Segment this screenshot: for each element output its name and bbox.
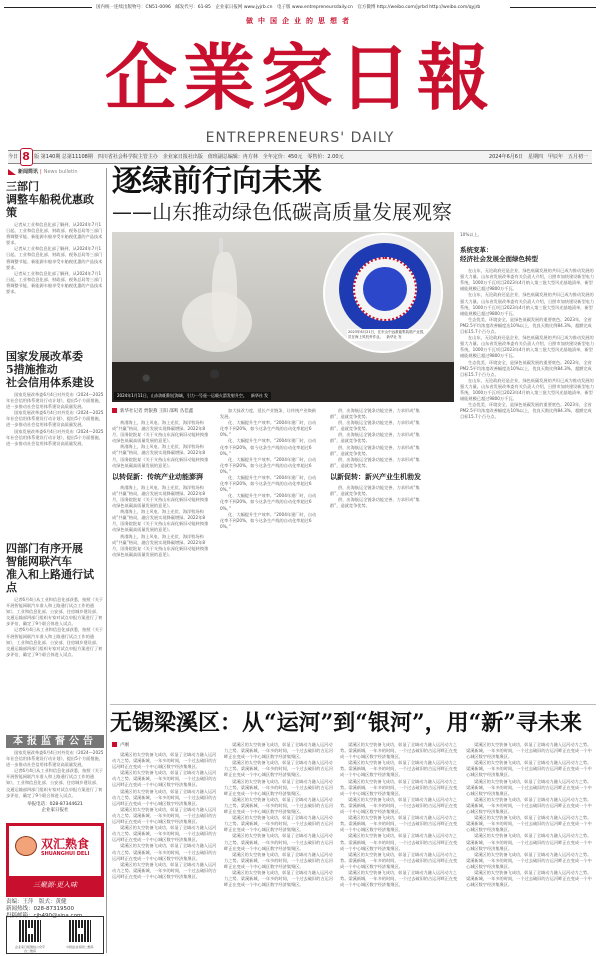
turbine-hub — [363, 267, 407, 311]
column-text: 梁溪区的太空装备飞成功，彰显了全域动力融入运河动力之势。梁溪新城，一年多的时间，一个过去破旧的古运河畔正在变成一个中心城区数字经济集聚区。 — [224, 742, 333, 760]
second-column-3 — [340, 742, 460, 952]
pig-mascot-icon — [15, 836, 37, 856]
column-text: 梁溪区的太空装备飞成功，彰显了全域动力融入运河动力之势。梁溪新城，一年多的时间，一个过去破旧的古运河畔正在变成一个中心城区数字经济集聚区。 — [466, 851, 592, 869]
right-body: 在山东，无论政府还是企业，绿色低碳发展的共识已成为推动发展的强大力量。山东省发展改革委有关负责人介绍，日照市加快建设新型电力系统，1000万千瓦项目2023年4月纳入第三批大型风光基地清单，新型储能规模已超过9800万千瓦。 — [460, 268, 594, 292]
section-heading-1: 以转促新：传统产业动能澎湃 — [112, 472, 203, 481]
qr-code-icon[interactable] — [69, 920, 91, 942]
article-title[interactable]: 国家发展改革委 5措施推动 社会信用体系建设 — [6, 350, 94, 389]
column-text: 梁溪区的太空装备飞成功，彰显了全域动力融入运河动力之势。梁溪新城，一年多的时间，一个过去破旧的古运河畔正在变成一个中心城区数字经济集聚区。 — [112, 825, 217, 843]
news-hotline: 新闻热线：028-87319500 — [6, 906, 74, 912]
article-column-3 — [330, 408, 430, 700]
second-column-1 — [112, 752, 218, 952]
column-text: 化、大幅提升生产效率。“2004年建厂时，自动化率不到20%，如今这条生产线的自动化率超过60%。” — [220, 475, 317, 493]
section-tag-cn: 新闻简讯 — [18, 169, 39, 175]
smoke-trail — [212, 252, 237, 342]
article-body: 记者从工业和信息化部了解到，从2024年7月1日起，工业和信息化部、财政部、税务总局等三部门将调整节能、新能源车船享受车船税优惠的产品技术要求。 — [6, 222, 103, 246]
section-tag-en: News bulletin — [43, 168, 78, 175]
red-square-icon — [112, 742, 117, 747]
column-text: 梁溪区的太空装备飞成功，彰显了全域动力融入运河动力之势。梁溪新城，一年多的时间，一个过去破旧的古运河畔正在变成一个中心城区数字经济集聚区。 — [340, 833, 458, 851]
right-lead: 10%以上。 — [460, 232, 482, 237]
right-body: 在山东，无论政府还是企业，绿色低碳发展的共识已成为推动发展的强大力量。山东省发展改革委有关负责人介绍，日照市加快建设新型电力系统，1000万千瓦项目2023年4月纳入第三批大型风光基地清单，新型储能规模已超过9800万千瓦。 — [460, 377, 594, 402]
rule-left — [4, 7, 92, 8]
bulletin-article — [6, 538, 104, 724]
column-text: 梁溪区的太空装备飞成功，彰显了全域动力融入运河动力之势。梁溪新城，一年多的时间，一个过去破旧的古运河畔正在变成一个中心城区数字经济集聚区。 — [340, 869, 458, 888]
wind-turbine-inset-photo — [323, 233, 443, 353]
column-text: 梁溪区的太空装备飞成功，彰显了全域动力融入运河动力之势。梁溪新城，一年多的时间，一个过去破旧的古运河畔正在变成一个中心城区数字经济集聚区。 — [340, 815, 458, 833]
second-headline[interactable]: 无锡梁溪区：从“运河”到“银河”，用“新”寻未来 — [110, 710, 582, 736]
column-text: 梁溪区的太空装备飞成功，彰显了全域动力融入运河动力之势。梁溪新城，一年多的时间，一个过去破旧的古运河畔正在变成一个中心城区数字经济集聚区。 — [224, 833, 333, 851]
bulletin-article — [6, 346, 104, 538]
editor-credit: 责编：王萍 版式：黄健 — [6, 899, 67, 905]
column-text: 梁溪区的太空装备飞成功，彰显了全域动力融入运河动力之势。梁溪新城，一年多的时间，一个过去破旧的古运河畔正在变成一个中心城区数字经济集聚区。 — [224, 869, 333, 888]
article-body-filler: 国家发展改革委6月4日对外发布《2024—2025年社会信用体系建设行动计划》，提出5个方面措施，进一步推动社会信用体系建设高质量发展。 — [6, 428, 104, 446]
issue-info-bar — [8, 150, 592, 164]
article-body: 国家发展改革委6月4日对外发布《2024—2025年社会信用体系建设行动计划》，提出5个方面措施，进一步推动社会信用体系建设高质量发展。 — [6, 392, 104, 410]
byline-text: 卢刚 — [120, 743, 129, 748]
column-text: 黄渤海上，海上风电、海上光伏、海洋牧场构成“共赢”格局，融合发展实现降碳增绿。2022年8月，国务院批复《关于支持山东深化新旧动能转换推动绿色低碳高质量发展的意见》。 — [112, 533, 209, 557]
masthead-logo: 企業家日報 — [104, 35, 495, 120]
column-text: 梁溪区的太空装备飞成功，彰显了全域动力融入运河动力之势。梁溪新城，一年多的时间，一个过去破旧的古运河畔正在变成一个中心城区数字经济集聚区。 — [340, 851, 458, 869]
right-body: 生态优美、环境安全，是绿色低碳发展的重要底色。2023年，全省PM2.5平均浓度改善幅度达10%以上，优良天数比例84.3%，超额完成目标15.7个百分点。 — [460, 316, 592, 335]
column-text: 化、大幅提升生产效率。“2004年建厂时，自动化率不到20%，如今这条生产线的自动化率超过60%。” — [220, 493, 317, 511]
section-heading-2: 以新促转：新兴产业生机勃发 — [330, 472, 421, 481]
column-text: 梁溪区的太空装备飞成功，彰显了全域动力融入运河动力之势。梁溪新城，一年多的时间，一个过去破旧的古运河畔正在变成一个中心城区数字经济集聚区。 — [340, 796, 458, 815]
column-text: 梁溪区的太空装备飞成功，彰显了全域动力融入运河动力之势。梁溪新城，一年多的时间，一个过去破旧的古运河畔正在变成一个中心城区数字经济集聚区。 — [466, 833, 592, 851]
column-text: 黄渤海上，海上风电、海上光伏、海洋牧场构成“共赢”格局，融合发展实现降碳增绿。2022年8月，国务院批复《关于支持山东深化新旧动能转换推动绿色低碳高质量发展的意见》。 — [112, 509, 209, 533]
column-text: 黄渤海上，海上风电、海上光伏、海洋牧场构成“共赢”格局，融合发展实现降碳增绿。2022年8月，国务院批复《关于支持山东深化新旧动能转换推动绿色低碳高质量发展的意见》。 — [112, 420, 209, 444]
top-info-line — [0, 4, 600, 12]
second-column-2 — [224, 742, 334, 952]
column-text: 供，出海航运全链条功能完善，力求形成“集群”，造就竞争优势。 — [330, 432, 420, 444]
slogan: 做中国企业的思想者 — [246, 17, 354, 25]
column-text: 加大技改力度，延长产业链条，让传统产业焕新发展。 — [220, 408, 316, 420]
red-square-icon — [112, 408, 117, 413]
right-section-title: 系统变革： 经济社会发展全面绿色转型 — [460, 246, 538, 264]
column-text: 梁溪区的太空装备飞成功，彰显了全域动力融入运河动力之势。梁溪新城，一年多的时间，一个过去破旧的古运河畔正在变成一个中心城区数字经济集聚区。 — [224, 778, 333, 796]
masthead-english: ENTREPRENEURS' DAILY — [205, 130, 395, 146]
second-column-4 — [466, 742, 594, 952]
publication-info: 国内统一连续出版物号：CN51-0096 邮发代号：61-85 企业家日报网 www.jyjrb.cn 电子版 www.entrepreneursdaily.cn 官方微博 http://weibo.com/jyrbd http://weibo.com/qyjrb — [96, 5, 481, 10]
section-tag-sep: | — [40, 168, 42, 175]
column-text: 供，出海航运全链条功能完善，力求形成“集群”，造就竞争优势。 — [330, 420, 420, 432]
red-triangle-icon — [8, 169, 16, 175]
right-body: 在山东，无论政府还是企业，绿色低碳发展的共识已成为推动发展的强大力量。山东省发展改革委有关负责人介绍，日照市加快建设新型电力系统，1000万千瓦项目2023年4月纳入第三批大型风光基地清单，新型储能规模已超过9800万千瓦。 — [460, 292, 594, 316]
column-text: 供，出海航运全链条功能完善，力求形成“集群”，造就竞争优势。 — [330, 497, 420, 509]
article-body-filler: 记者6月4日从工业和信息化部获悉，按照《关于开展智能网联汽车准入和上路通行试点工作的通知》，工业和信息化部、公安部、住房城乡建设部、交通运输部四部门组织专家对试点申报方案进行了初步评估，确定了9个联合体进入试点。 — [6, 627, 104, 657]
column-text: 梁溪区的太空装备飞成功，彰显了全域动力融入运河动力之势。梁溪新城，一年多的时间，一个过去破旧的古运河畔正在变成一个中心城区数字经济集聚区。 — [466, 742, 592, 760]
qr-code-box — [6, 916, 104, 954]
rocket-icon — [219, 238, 223, 252]
notice-title: 本报监督公告 — [6, 735, 104, 748]
column-text: 黄渤海上，海上风电、海上光伏、海洋牧场构成“共赢”格局，融合发展实现降碳增绿。2022年8月，国务院批复《关于支持山东深化新旧动能转换推动绿色低碳高质量发展的意见》。 — [112, 444, 209, 468]
right-body: 在山东，无论政府还是企业，绿色低碳发展的共识已成为推动发展的强大力量。山东省发展改革委有关负责人介绍，日照市加快建设新型电力系统，1000万千瓦项目2023年4月纳入第三批大型风光基地清单，新型储能规模已超过9800万千瓦。 — [460, 335, 594, 359]
column-text: 梁溪区的太空装备飞成功，彰显了全域动力融入运河动力之势。梁溪新城，一年多的时间，一个过去破旧的古运河畔正在变成一个中心城区数字经济集聚区。 — [466, 778, 592, 796]
qr-code-icon[interactable] — [19, 920, 41, 942]
notice-text: 国家发展改革委6月4日对外发布《2024—2025年社会信用体系建设行动计划》，提出5个方面措施，进一步推动社会信用体系建设高质量发展。 — [6, 750, 104, 768]
column-text: 黄渤海上，海上风电、海上光伏、海洋牧场构成“共赢”格局，融合发展实现降碳增绿。2022年8月，国务院批复《关于支持山东深化新旧动能转换推动绿色低碳高质量发展的意见》。 — [112, 484, 209, 509]
article-body-filler: 记者从工业和信息化部了解到，从2024年7月1日起，工业和信息化部、财政部、税务总局等三部门将调整节能、新能源车船享受车船税优惠的产品技术要求。 — [6, 246, 103, 270]
column-text: 供，出海航运全链条功能完善，力求形成“集群”，造就竞争优势。 — [330, 408, 420, 420]
notice-phone: 举报电话：028-87344621 — [27, 801, 83, 807]
main-byline — [112, 408, 193, 414]
photo-caption: 2024年1月11日，山东海阳附近海域，引力一号遥一运载火箭发射升空。 新华社 发 — [114, 392, 271, 400]
second-byline — [112, 742, 129, 748]
right-body: 生态优美、环境安全，是绿色低碳发展的重要底色。2023年，全省PM2.5平均浓度改善幅度达10%以上，优良天数比例84.3%，超额完成目标15.7个百分点。 — [460, 359, 592, 377]
main-headline[interactable]: 逐绿前行向未来 — [112, 164, 322, 199]
column-text: 梁溪区的太空装备飞成功，彰显了全域动力融入运河动力之势。梁溪新城，一年多的时间，一个过去破旧的古运河畔正在变成一个中心城区数字经济集聚区。 — [466, 815, 592, 833]
column-divider — [106, 168, 107, 953]
column-text: 梁溪区的太空装备飞成功，彰显了全域动力融入运河动力之势。梁溪新城，一年多的时间，一个过去破旧的古运河畔正在变成一个中心城区数字经济集聚区。 — [112, 843, 217, 861]
ad-brand-en: SHUANGHUI DELI — [41, 851, 90, 857]
news-bulletin-column — [6, 176, 104, 724]
column-text: 梁溪区的太空装备飞成功，彰显了全域动力融入运河动力之势。梁溪新城，一年多的时间，一个过去破旧的古运河畔正在变成一个中心城区数字经济集聚区。 — [224, 796, 333, 815]
qr-caption: 中国企业家网二维码 — [66, 945, 94, 949]
article-column-2 — [220, 408, 320, 700]
column-text: 梁溪区的太空装备飞成功，彰显了全域动力融入运河动力之势。梁溪新城，一年多的时间，一个过去破旧的古运河畔正在变成一个中心城区数字经济集聚区。 — [112, 752, 217, 770]
column-text: 梁溪区的太空装备飞成功，彰显了全域动力融入运河动力之势。梁溪新城，一年多的时间，一个过去破旧的古运河畔正在变成一个中心城区数字经济集聚区。 — [466, 869, 592, 888]
column-text: 梁溪区的太空装备飞成功，彰显了全域动力融入运河动力之势。梁溪新城，一年多的时间，一个过去破旧的古运河畔正在变成一个中心城区数字经济集聚区。 — [224, 760, 333, 778]
qr-caption: 企业家日报微信公众平台二维码 — [14, 945, 45, 953]
section-tag — [8, 168, 78, 175]
article-title[interactable]: 四部门有序开展 智能网联汽车 准入和上路通行试点 — [6, 542, 94, 594]
column-text: 梁溪区的太空装备飞成功，彰显了全域动力融入运河动力之势。梁溪新城，一年多的时间，一个过去破旧的古运河畔正在变成一个中心城区数字经济集聚区。 — [112, 861, 217, 879]
ad-tagline: 三聚源·更入味 — [9, 876, 101, 894]
byline-text: 新华社记者 贾银燕 王阳 邵鸣 丛佳鑫 — [120, 409, 194, 414]
column-text: 化、大幅提升生产效率。“2004年建厂时，自动化率不到20%，如今这条生产线的自动化率超过60%。” — [220, 456, 317, 474]
column-text: 梁溪区的太空装备飞成功，彰显了全域动力融入运河动力之势。梁溪新城，一年多的时间，一个过去破旧的古运河畔正在变成一个中心城区数字经济集聚区。 — [112, 770, 217, 788]
issue-details: 版 第140期 总第11108期 四川省社会科学院主管主办 企业家日报社出版 值班副总编辑：冉方林 全年定价：450元 零售价：2.00元 — [34, 154, 344, 160]
ad-brand-cn: 双汇熟食 — [41, 837, 90, 851]
today-label: 今日 — [8, 154, 19, 160]
column-text: 供，出海航运全链条功能完善，力求形成“集群”，造就竞争优势。 — [330, 456, 420, 468]
column-text: 梁溪区的太空装备飞成功，彰显了全域动力融入运河动力之势。梁溪新城，一年多的时间，一个过去破旧的古运河畔正在变成一个中心城区数字经济集聚区。 — [112, 788, 217, 806]
column-text: 梁溪区的太空装备飞成功，彰显了全域动力融入运河动力之势。梁溪新城，一年多的时间，一个过去破旧的古运河畔正在变成一个中心城区数字经济集聚区。 — [340, 760, 458, 778]
column-text: 梁溪区的太空装备飞成功，彰显了全域动力融入运河动力之势。梁溪新城，一年多的时间，一个过去破旧的古运河畔正在变成一个中心城区数字经济集聚区。 — [340, 742, 458, 760]
column-text: 化、大幅提升生产效率。“2004年建厂时，自动化率不到20%，如今这条生产线的自动化率超过60%。” — [220, 511, 317, 529]
column-text: 梁溪区的太空装备飞成功，彰显了全域动力融入运河动力之势。梁溪新城，一年多的时间，一个过去破旧的古运河畔正在变成一个中心城区数字经济集聚区。 — [224, 815, 333, 833]
right-column — [460, 232, 594, 702]
column-text: 化、大幅提升生产效率。“2004年建厂时，自动化率不到20%，如今这条生产线的自动化率超过60%。” — [220, 420, 317, 438]
bulletin-article — [6, 176, 104, 346]
column-text: 化、大幅提升生产效率。“2004年建厂时，自动化率不到20%，如今这条生产线的自动化率超过60%。” — [220, 438, 317, 456]
notice-org: 企业家日报社 — [41, 807, 69, 813]
column-text: 供，出海航运全链条功能完善，力求形成“集群”，造就竞争优势。 — [330, 484, 420, 497]
article-body: 记者6月4日从工业和信息化部获悉，按照《关于开展智能网联汽车准入和上路通行试点工作的通知》，工业和信息化部、公安部、住房城乡建设部、交通运输部四部门组织专家对试点申报方案进行了初步评估，确定了9个联合体进入试点。 — [6, 597, 104, 627]
issue-date: 2024年6月6日 星期四 甲辰年 五月初一 — [488, 154, 588, 160]
right-body: 生态优美、环境安全，是绿色低碳发展的重要底色。2023年，全省PM2.5平均浓度改善幅度达10%以上，优良天数比例84.3%，超额完成目标15.7个百分点。 — [460, 402, 592, 420]
page-count-badge: 8 — [20, 148, 33, 166]
rule-right — [510, 7, 596, 8]
column-text: 供，出海航运全链条功能完善，力求形成“集群”，造就竞争优势。 — [330, 444, 420, 456]
column-text: 梁溪区的太空装备飞成功，彰显了全域动力融入运河动力之势。梁溪新城，一年多的时间，一个过去破旧的古运河畔正在变成一个中心城区数字经济集聚区。 — [112, 806, 217, 825]
inset-caption: 2023年6月21日，在东山中远重能集装箱产业园，工作人员在海上风机旁作业。 新华社 发 — [347, 329, 441, 341]
column-text: 梁溪区的太空装备飞成功，彰显了全域动力融入运河动力之势。梁溪新城，一年多的时间，一个过去破旧的古运河畔正在变成一个中心城区数字经济集聚区。 — [466, 760, 592, 778]
main-subheadline: ——山东推动绿色低碳高质量发展观察 — [112, 200, 452, 224]
section-divider — [110, 704, 596, 705]
article-body-filler: 国家发展改革委6月4日对外发布《2024—2025年社会信用体系建设行动计划》，提出5个方面措施，进一步推动社会信用体系建设高质量发展。 — [6, 410, 104, 428]
notice-body — [6, 750, 104, 820]
article-body-filler: 记者从工业和信息化部了解到，从2024年7月1日起，工业和信息化部、财政部、税务总局等三部门将调整节能、新能源车船享受车船税优惠的产品技术要求。 — [6, 270, 103, 295]
submission-email[interactable]: 投稿邮箱：cjb490@sina.com — [6, 913, 83, 919]
article-title[interactable]: 三部门 调整车船税优惠政策 — [6, 180, 94, 219]
column-text: 梁溪区的太空装备飞成功，彰显了全域动力融入运河动力之势。梁溪新城，一年多的时间，一个过去破旧的古运河畔正在变成一个中心城区数字经济集聚区。 — [224, 851, 333, 869]
advertisement[interactable] — [6, 823, 104, 897]
column-text: 梁溪区的太空装备飞成功，彰显了全域动力融入运河动力之势。梁溪新城，一年多的时间，一个过去破旧的古运河畔正在变成一个中心城区数字经济集聚区。 — [340, 778, 458, 796]
article-column-1 — [112, 420, 212, 700]
notice-text: 记者6月4日从工业和信息化部获悉，按照《关于开展智能网联汽车准入和上路通行试点工作的通知》，工业和信息化部、公安部、住房城乡建设部、交通运输部四部门组织专家对试点申报方案进行了初步评估，确定了9个联合体进入试点。 — [6, 768, 104, 798]
column-text: 梁溪区的太空装备飞成功，彰显了全域动力融入运河动力之势。梁溪新城，一年多的时间，一个过去破旧的古运河畔正在变成一个中心城区数字经济集聚区。 — [466, 796, 592, 815]
